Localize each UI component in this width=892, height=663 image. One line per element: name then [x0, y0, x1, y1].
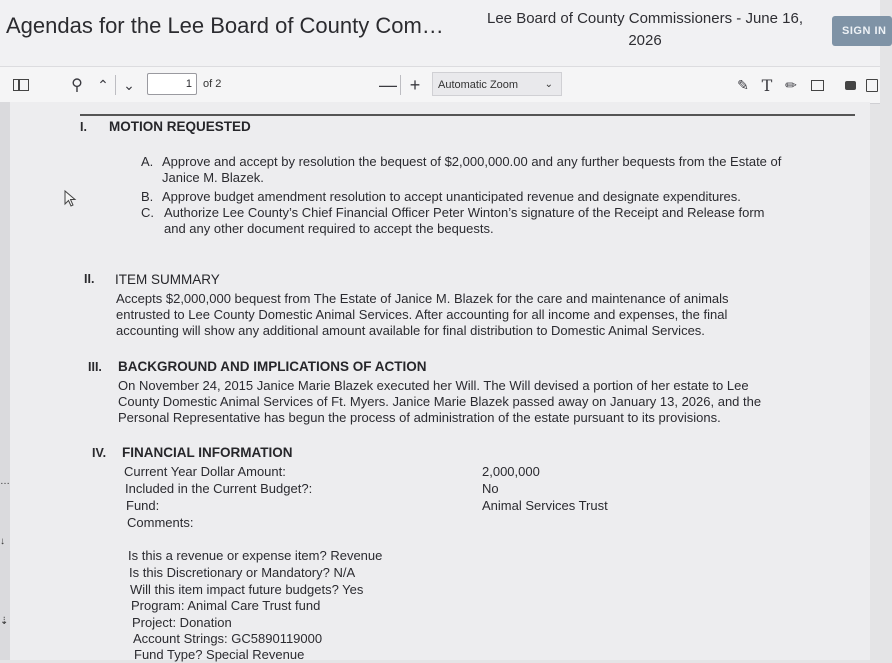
- background-line: County Domestic Animal Services of Ft. Myers. Janice Marie Blazek passed away on January 13, 2026, and the: [118, 394, 762, 409]
- next-page-icon[interactable]: ⌄: [123, 76, 135, 93]
- financial-field-label: Current Year Dollar Amount:: [124, 464, 286, 479]
- page-count: of 2: [203, 78, 222, 90]
- draw-icon[interactable]: ✏: [785, 76, 797, 93]
- sign-in-button[interactable]: SIGN IN: [832, 16, 892, 46]
- financial-field-label: Included in the Current Budget?:: [125, 481, 313, 496]
- summary-line: Accepts $2,000,000 bequest from The Estate of Janice M. Blazek for the care and maintenance of animals: [116, 291, 729, 306]
- financial-field-label: Comments:: [127, 515, 194, 530]
- zoom-select[interactable]: [432, 72, 562, 96]
- motion-item-letter: C.: [141, 205, 154, 220]
- summary-line: accounting will show any additional amount available for final distribution to Domestic Animal Services.: [116, 323, 705, 338]
- financial-detail: Program: Animal Care Trust fund: [131, 598, 321, 613]
- financial-field-value: 2,000,000: [482, 464, 540, 479]
- zoom-out-button[interactable]: —: [379, 74, 397, 95]
- save-icon[interactable]: [864, 67, 880, 103]
- zoom-in-button[interactable]: +: [409, 74, 421, 95]
- background-line: On November 24, 2015 Janice Marie Blazek executed her Will. The Will devised a portion of her estate to Lee: [118, 378, 749, 393]
- motion-item-text: Janice M. Blazek.: [162, 170, 264, 185]
- print-icon[interactable]: [842, 67, 858, 103]
- left-gutter: [0, 102, 10, 660]
- previous-page-icon[interactable]: ⌃: [97, 76, 109, 93]
- gutter-download-icon: ⇣: [0, 616, 9, 627]
- financial-detail: Will this item impact future budgets? Yes: [130, 582, 364, 597]
- gutter-ellipsis: …: [0, 476, 10, 487]
- motion-item-text: and any other document required to accept the bequests.: [164, 221, 494, 236]
- motion-item-text: Approve budget amendment resolution to accept unanticipated revenue and designate expenditures.: [162, 189, 741, 204]
- toolbar-divider: [115, 75, 116, 95]
- section-title: MOTION REQUESTED: [109, 119, 251, 134]
- financial-detail: Fund Type? Special Revenue: [134, 647, 305, 662]
- motion-item-text: Authorize Lee County’s Chief Financial Officer Peter Winton’s signature of the Receipt and Release form: [164, 205, 765, 220]
- section-number: III.: [88, 360, 102, 374]
- highlight-icon[interactable]: ✎: [737, 76, 749, 93]
- section-number: II.: [84, 272, 95, 286]
- section-title: ITEM SUMMARY: [115, 272, 220, 287]
- zoom-select-value: Automatic Zoom: [438, 79, 519, 91]
- financial-detail: Account Strings: GC5890119000: [133, 631, 323, 646]
- app-title: Agendas for the Lee Board of County Com…: [6, 13, 444, 38]
- meeting-title: [470, 8, 820, 52]
- motion-item-letter: B.: [141, 189, 154, 204]
- pdf-toolbar: [0, 66, 880, 104]
- gutter-arrow-icon: ↓: [0, 536, 5, 547]
- section-number: IV.: [92, 446, 107, 460]
- financial-detail: Is this a revenue or expense item? Revenue: [128, 548, 383, 563]
- meeting-title-line2: 2026: [628, 32, 662, 49]
- motion-item-letter: A.: [141, 154, 154, 169]
- text-tool-icon[interactable]: T: [761, 75, 773, 95]
- section-title: BACKGROUND AND IMPLICATIONS OF ACTION: [118, 359, 427, 374]
- search-icon[interactable]: ⚲: [71, 77, 83, 94]
- section-title: FINANCIAL INFORMATION: [122, 445, 293, 460]
- financial-detail: Project: Donation: [132, 615, 232, 630]
- background-line: Personal Representative has begun the process of administration of the estate pursuant to its provisions.: [118, 410, 721, 425]
- motion-item-text: Approve and accept by resolution the bequest of $2,000,000.00 and any further bequests from the Estate of: [162, 154, 782, 169]
- financial-field-value: Animal Services Trust: [482, 498, 608, 513]
- pdf-page: [10, 102, 870, 660]
- mouse-cursor-icon: [64, 190, 78, 208]
- financial-detail: Is this Discretionary or Mandatory? N/A: [129, 565, 356, 580]
- summary-line: entrusted to Lee County Domestic Animal Services. After accounting for all income and expenses, the final: [116, 307, 728, 322]
- page-number-input[interactable]: 1: [147, 73, 197, 95]
- financial-field-label: Fund:: [126, 498, 160, 513]
- sidebar-toggle-icon[interactable]: [10, 67, 32, 103]
- meeting-title-line1: Lee Board of County Commissioners - June 16,: [487, 10, 803, 27]
- toolbar-divider: [400, 75, 401, 95]
- image-icon[interactable]: [808, 67, 826, 103]
- section-number: I.: [80, 120, 87, 134]
- financial-field-value: No: [482, 481, 499, 496]
- chevron-down-icon: ⌄: [544, 79, 553, 90]
- top-rule: [80, 114, 855, 116]
- app-header: [0, 0, 887, 66]
